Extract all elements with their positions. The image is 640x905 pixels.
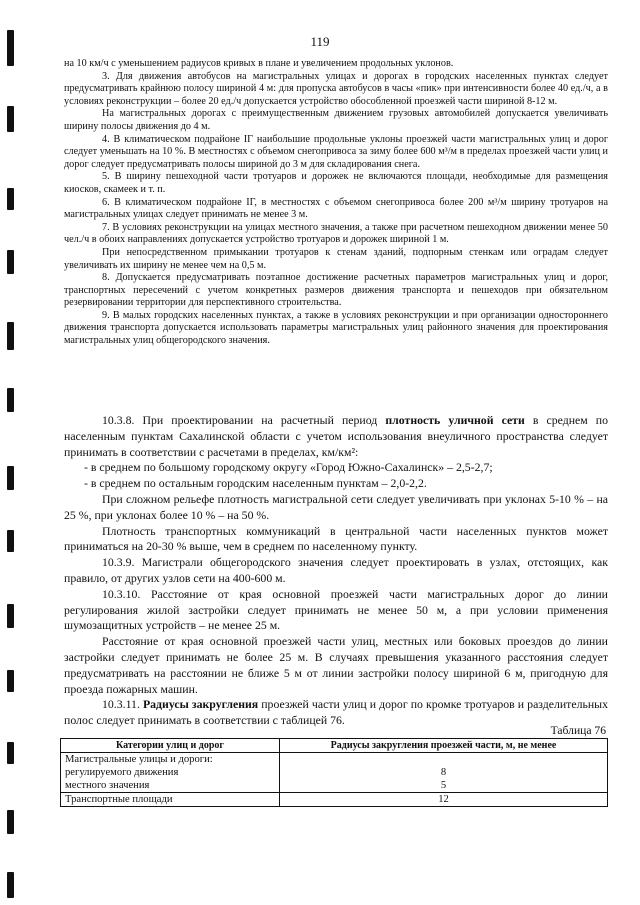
table-row [61,779,608,793]
list-item: - в среднем по большому городскому округу «Город Южно-Сахалинск» – 2,5-2,7; [84,460,493,475]
note-text: При непосредственном примыкании тротуаров к стенам зданий, подпорным стенкам или оградам следует увеличивать их ширину не менее чем на 0,5 м. [64,246,608,271]
note-text: На магистральных дорогах с преимущественным движением грузовых автомобилей допускается увеличивать ширину полосы движения до 4 м. [64,108,608,132]
table-cell: Магистральные улицы и дороги: [61,753,280,767]
paragraph-bold-term: Радиусы закругления [142,697,259,712]
notes-block [64,58,608,348]
note-text: 5. В ширину пешеходной части тротуаров и дорожек не включаются площади, необходимые для размещения киосков, скамеек и т. п. [64,171,608,195]
paragraph: 10.3.10. Расстояние от края основной проезжей части магистральных дорог до линии регулирования жилой застройки следует принимать не менее 50 м, а при условии применения шумозащитных устройств – не менее 25 м. [64,586,608,633]
note-text: 4. В климатическом подрайоне IГ наибольшие продольные уклоны проезжей части магистральных улиц и дорог следует уменьшать на 10 %. В местностях с объемом снегопривоса за зиму более 600 м³/м в пределах проезжей части улиц и дорог следует предусматривать полосы шириной до 3 м для складирования снега. [64,133,608,170]
note-text: 3. Для движения автобусов на магистральных улицах и дорогах в городских населенных пунктах следует предусматривать крайнюю полосу шириной 4 м: для пропуска автобусов в часы «пик» при интенсивности более 40 ед./ч, а в условиях реконструкции – более 20 ед./ч допускается устройство обособленной проезжей части шириной 8-12 м. [64,70,608,107]
note-text: 9. В малых городских населенных пунктах, а также в условиях реконструкции и при организации одностороннего движения транспорта допускается использовать параметры магистральных улиц районного значения для проектирования магистральных улиц общегородского значения. [64,309,608,347]
paragraph-text: в среднем по населенным пунктам Сахалинской области с учетом использования внеуличного пространства следует принимать в соответствии с расчетами в пределах, км/км²: [64,413,608,459]
binding-holes [5,10,15,900]
table-cell: 12 [280,793,608,807]
note-text: на 10 км/ч с уменьшением радиусов кривых в плане и увеличением продольных уклонов. [64,58,454,69]
paragraph-text: 10.3.11. [102,697,143,712]
table-caption: Таблица 76 [550,724,606,737]
table-cell: 5 [280,779,608,793]
table-cell: Транспортные площади [61,793,280,807]
paragraph: Расстояние от края основной проезжей части улиц, местных или боковых проездов до линии застройки следует принимать не более 25 м. В случаях превышения указанного расстояния следует предусматривать на расстоянии не ближе 5 м от линии застройки полосу шириной 6 м, пригодную для проезда пожарных машин. [64,634,608,696]
paragraph: 10.3.9. Магистрали общегородского значения следует проектировать в узлах, отстоящих, как правило, от других узлов сети на 400-600 м. [64,555,608,585]
table-row [61,793,608,807]
table-cell [280,753,608,767]
main-text [64,413,608,729]
table-header-row [61,739,608,753]
paragraph: Плотность транспортных коммуникаций в центральной части населенных пунктов может приниматься на 20-30 % выше, чем в среднем по населенному пункту. [64,523,608,554]
table-cell: 8 [280,766,608,779]
note-text: 7. В условиях реконструкции на улицах местного значения, а также при расчетном пешеходном движении менее 50 чел./ч в обоих направлениях допускается устройство тротуаров и дорожек шириной 1 м. [64,221,608,246]
table-cell: регулируемого движения [61,766,280,779]
paragraph: При сложном рельефе плотность магистральной сети следует увеличивать при уклонах 5-10 % – на 25 %, при уклонах более 10 % – на 50 %. [64,491,608,522]
paragraph-text: 10.3.8. При проектировании на расчетный период [102,413,386,427]
paragraph-10-3-8 [64,413,608,460]
table-header: Категории улиц и дорог [61,739,280,753]
table-row [61,766,608,779]
table-76 [60,738,608,807]
table-row [61,753,608,767]
note-text: 6. В климатическом подрайоне IГ, в местностях с объемом снегопривоса более 200 м³/м ширину тротуаров на магистральных улицах следует принимать не менее 3 м. [64,196,608,221]
table-header: Радиусы закругления проезжей части, м, не менее [280,739,608,753]
paragraph-10-3-11 [64,697,608,729]
note-text: 8. Допускается предусматривать поэтапное достижение расчетных параметров магистральных улиц и дорог, транспортных пересечений с учетом конкретных размеров движения транспорта и пешеходов при обязательном резервировании территории для перспективного строительства. [64,272,608,309]
paragraph-text: проезжей части улиц и дорог по кромке тротуаров и разделительных полос следует принимать в соответствии с таблицей 76. [64,697,608,728]
page-number: 119 [310,34,330,49]
table-cell: местного значения [61,779,280,793]
list-item: - в среднем по остальным городским населенным пунктам – 2,0-2,2. [84,476,427,491]
paragraph-bold-term: плотность уличной сети [385,413,525,427]
